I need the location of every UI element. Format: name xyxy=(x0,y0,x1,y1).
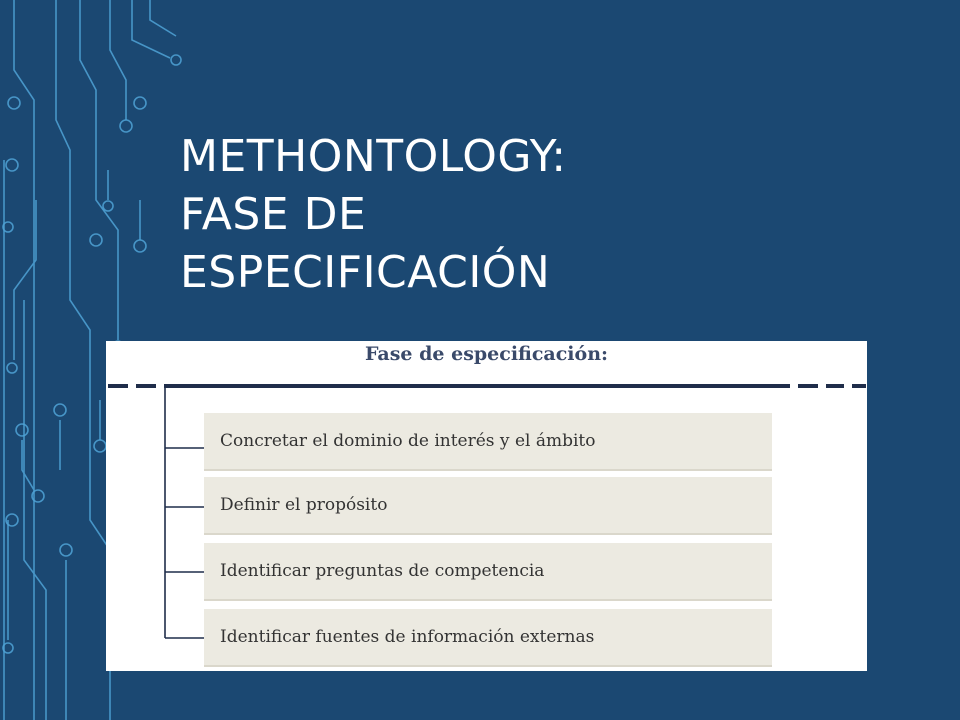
step-item-2: Definir el propósito xyxy=(204,477,772,535)
slide-title-line-2: FASE DE xyxy=(180,189,367,240)
specification-diagram xyxy=(106,341,867,671)
step-item-3: Identificar preguntas de competencia xyxy=(204,543,772,601)
step-item-1: Concretar el dominio de interés y el ámbito xyxy=(204,413,772,471)
slide-title xyxy=(180,128,567,302)
diagram-heading: Fase de especificación: xyxy=(364,343,609,365)
slide-title-line-3: ESPECIFICACIÓN xyxy=(180,247,551,298)
step-item-4: Identificar fuentes de información externas xyxy=(204,609,772,667)
slide-title-line-1: METHONTOLOGY: xyxy=(180,131,567,182)
